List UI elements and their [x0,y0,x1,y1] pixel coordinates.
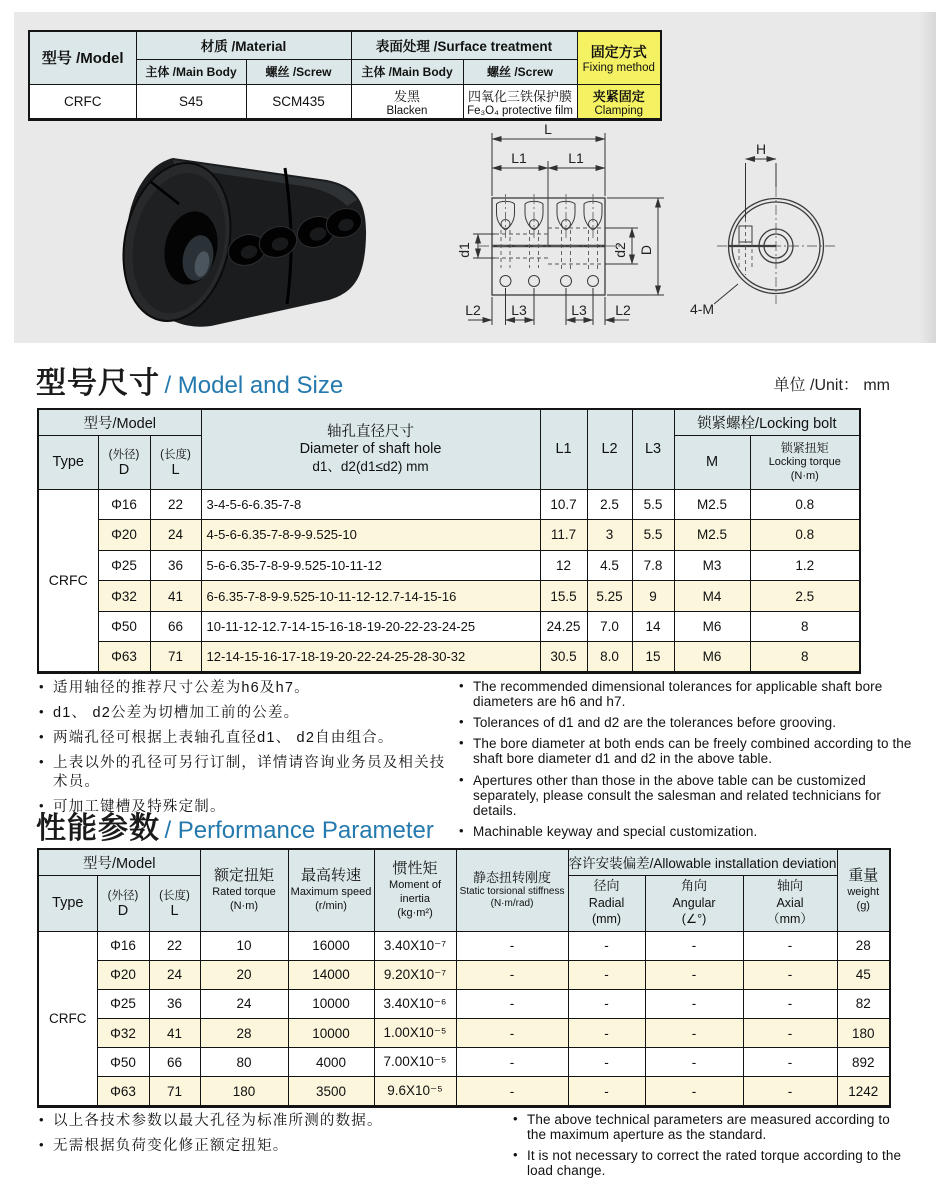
cell-stiffness: - [456,931,568,960]
cell-rated-torque: 10 [200,931,288,960]
cell-l: 71 [149,1077,200,1106]
note-item: • 适用轴径的推荐尺寸公差为h6及h7。 [38,679,458,697]
col-d: (外径) D [98,435,150,489]
cell-m: M6 [674,611,750,642]
col-model-group: 型号/Model [38,409,201,435]
note-item: • d1、 d2公差为切槽加工前的公差。 [38,704,458,722]
dim-label-4M: 4-M [689,301,715,317]
col-deviation-group: 容许安装偏差/Allowable installation deviation [568,849,837,875]
cell-l2: 7.0 [587,611,632,642]
perf-notes [38,1112,928,1184]
cell-d: Φ16 [97,931,149,960]
cell-d: Φ25 [97,989,149,1018]
cell-l: 24 [150,520,201,551]
spec-screw-surface: 四氧化三铁保护膜 Fe₃O₄ protective film [463,84,577,119]
spec-table [28,30,662,121]
cell-l: 22 [150,489,201,520]
cell-l2: 8.0 [587,642,632,673]
dim-label-d1: d1 [456,242,472,258]
cell-inertia: 9.20X10⁻⁷ [374,960,456,989]
cell-l: 22 [149,931,200,960]
table-row [38,642,860,673]
cell-l: 41 [150,581,201,612]
cell-l: 66 [149,1048,200,1077]
cell-d: Φ63 [98,642,150,673]
col-stiffness: 静态扭转刚度 Static torsional stiffness (N·m/rad) [456,849,568,931]
cell-inertia: 9.6X10⁻⁵ [374,1077,456,1106]
cell-radial: - [568,1048,645,1077]
table-row [38,1048,890,1077]
cell-torque: 8 [750,611,860,642]
col-max-speed: 最高转速 Maximum speed (r/min) [288,849,374,931]
cell-max-speed: 10000 [288,989,374,1018]
col-l: (长度) L [149,875,200,931]
cell-weight: 180 [837,1019,890,1048]
spec-model-value: CRFC [29,84,136,119]
table-row [38,409,860,435]
note-item: • Tolerances of d1 and d2 are the tolerances before grooving. [458,715,926,730]
spec-material-header: 材质 /Material [136,31,351,59]
cell-axial: - [743,1077,837,1106]
size-notes-en [458,679,926,845]
cell-l1: 11.7 [540,520,587,551]
spec-fixing-value: 夹紧固定 Clamping [577,84,661,119]
cell-angular: - [645,1019,743,1048]
cell-m: M2.5 [674,489,750,520]
cell-stiffness: - [456,1048,568,1077]
product-photo-coupling [115,140,405,335]
cell-inertia: 1.00X10⁻⁵ [374,1019,456,1048]
cell-l3: 5.5 [632,489,674,520]
cell-max-speed: 14000 [288,960,374,989]
col-angular: 角向 Angular (∠°) [645,875,743,931]
cell-torque: 0.8 [750,489,860,520]
note-item: • 上表以外的孔径可另行订制，详情请咨询业务员及相关技术员。 [38,754,458,790]
note-item: • The recommended dimensional tolerances for applicable shaft bore diameters are h6 and h7. [458,679,926,709]
cell-d: Φ63 [97,1077,149,1106]
col-m: M [674,435,750,489]
col-l2: L2 [587,409,632,489]
note-item: • 以上各技术参数以最大孔径为标准所测的数据。 [38,1112,512,1130]
cell-stiffness: - [456,989,568,1018]
cell-torque: 0.8 [750,520,860,551]
col-model-group: 型号/Model [38,849,200,875]
dim-label-d2: d2 [612,242,628,258]
cell-weight: 1242 [837,1077,890,1106]
cell-radial: - [568,1019,645,1048]
cell-bores: 5-6-6.35-7-8-9-9.525-10-11-12 [201,550,540,581]
dim-label-H: H [755,141,767,157]
note-item: • Machinable keyway and special customization. [458,824,926,839]
cell-stiffness: - [456,1077,568,1106]
note-item: • The bore diameter at both ends can be freely combined according to the shaft bore diameter d1 and d2 in the above table. [458,736,926,766]
cell-bores: 4-5-6-6.35-7-8-9-9.525-10 [201,520,540,551]
table-row [38,931,890,960]
col-d: (外径) D [97,875,149,931]
dim-label-L: L [544,121,552,137]
cell-rated-torque: 24 [200,989,288,1018]
cell-d: Φ50 [97,1048,149,1077]
spec-surface-header: 表面处理 /Surface treatment [351,31,577,59]
cell-l1: 24.25 [540,611,587,642]
cell-l3: 15 [632,642,674,673]
table-row [38,550,860,581]
table-row [38,989,890,1018]
cell-axial: - [743,989,837,1018]
col-radial: 径向 Radial (mm) [568,875,645,931]
table-row [38,1077,890,1106]
spec-body-material: S45 [136,84,246,119]
cell-l3: 9 [632,581,674,612]
size-section-heading [36,358,343,402]
cell-rated-torque: 20 [200,960,288,989]
cell-l: 66 [150,611,201,642]
table-row [38,611,860,642]
col-locking-group: 锁紧螺栓/Locking bolt [674,409,860,435]
cell-d: Φ16 [98,489,150,520]
cell-torque: 2.5 [750,581,860,612]
col-bore-header: 轴孔直径尺寸 Diameter of shaft hole d1、d2(d1≤d2) mm [201,409,540,489]
cell-radial: - [568,931,645,960]
cell-d: Φ25 [98,550,150,581]
unit-label: 单位 /Unit： mm [773,377,890,394]
dim-label-L2: L2 [615,302,631,318]
note-item: • 无需根据负荷变化修正额定扭矩。 [38,1137,512,1155]
cell-max-speed: 3500 [288,1077,374,1106]
perf-title-en: / Performance Parameter [164,817,434,844]
performance-table [37,848,891,1108]
cell-rated-torque: 180 [200,1077,288,1106]
cell-rated-torque: 28 [200,1019,288,1048]
table-row [38,1019,890,1048]
cell-radial: - [568,1077,645,1106]
cell-m: M3 [674,550,750,581]
note-item: • It is not necessary to correct the rated torque according to the load change. [512,1148,912,1178]
cell-l2: 2.5 [587,489,632,520]
cell-l3: 5.5 [632,520,674,551]
cell-l2: 5.25 [587,581,632,612]
cell-angular: - [645,989,743,1018]
cell-l: 41 [149,1019,200,1048]
cell-axial: - [743,1048,837,1077]
cell-d: Φ20 [97,960,149,989]
cell-weight: 45 [837,960,890,989]
col-l3: L3 [632,409,674,489]
perf-notes-en [512,1112,912,1184]
cell-axial: - [743,1019,837,1048]
spec-body-surface: 发黑 Blacken [351,84,463,119]
cell-bores: 6-6.35-7-8-9-9.525-10-11-12-12.7-14-15-16 [201,581,540,612]
cell-bores: 3-4-5-6-6.35-7-8 [201,489,540,520]
cell-axial: - [743,960,837,989]
dim-label-L3: L3 [571,302,587,318]
cell-inertia: 7.00X10⁻⁵ [374,1048,456,1077]
note-item: • 可加工键槽及特殊定制。 [38,798,458,816]
cell-l1: 12 [540,550,587,581]
cell-angular: - [645,1077,743,1106]
spec-material-screw: 螺丝 /Screw [246,59,351,84]
perf-title-zh: 性能参数 [36,812,160,845]
cell-l1: 30.5 [540,642,587,673]
cell-l: 71 [150,642,201,673]
spec-model-header: 型号 /Model [29,31,136,84]
cell-angular: - [645,1048,743,1077]
cell-l1: 10.7 [540,489,587,520]
cell-l3: 7.8 [632,550,674,581]
dim-label-D: D [638,244,654,256]
table-row [29,84,661,119]
table-row [29,31,661,59]
cell-d: Φ32 [98,581,150,612]
cell-weight: 892 [837,1048,890,1077]
spec-material-mainbody: 主体 /Main Body [136,59,246,84]
dim-label-L1: L1 [511,150,527,166]
cell-m: M6 [674,642,750,673]
size-table [37,408,861,674]
cell-d: Φ20 [98,520,150,551]
cell-angular: - [645,931,743,960]
cell-stiffness: - [456,960,568,989]
cell-l1: 15.5 [540,581,587,612]
cell-max-speed: 10000 [288,1019,374,1048]
perf-notes-zh [38,1112,512,1184]
dim-label-L3: L3 [511,302,527,318]
cell-torque: 1.2 [750,550,860,581]
note-item: • 两端孔径可根据上表轴孔直径d1、 d2自由组合。 [38,729,458,747]
cell-radial: - [568,989,645,1018]
cell-l: 24 [149,960,200,989]
cell-l2: 3 [587,520,632,551]
note-item: • The above technical parameters are measured according to the maximum aperture as the standard. [512,1112,912,1142]
dim-label-L1: L1 [568,150,584,166]
cell-max-speed: 4000 [288,1048,374,1077]
cell-bores: 12-14-15-16-17-18-19-20-22-24-25-28-30-32 [201,642,540,673]
col-l1: L1 [540,409,587,489]
cell-l: 36 [149,989,200,1018]
col-axial: 轴向 Axial （mm） [743,875,837,931]
cell-axial: - [743,931,837,960]
spec-fixing-header: 固定方式 Fixing method [577,31,661,84]
col-locking-torque: 锁紧扭矩 Locking torque (N·m) [750,435,860,489]
cell-angular: - [645,960,743,989]
cell-l3: 14 [632,611,674,642]
cell-m: M2.5 [674,520,750,551]
cell-radial: - [568,960,645,989]
cell-weight: 28 [837,931,890,960]
col-weight: 重量 weight (g) [837,849,890,931]
note-item: • Apertures other than those in the above table can be customized separately, please consult the salesman and related technicians for details. [458,773,926,818]
cell-inertia: 3.40X10⁻⁷ [374,931,456,960]
cell-rated-torque: 80 [200,1048,288,1077]
cell-weight: 82 [837,989,890,1018]
table-row [38,520,860,551]
col-l: (长度) L [150,435,201,489]
spec-surface-mainbody: 主体 /Main Body [351,59,463,84]
cell-l2: 4.5 [587,550,632,581]
dim-label-L2: L2 [465,302,481,318]
size-title-zh: 型号尺寸 [36,367,160,400]
table-row [38,960,890,989]
cell-max-speed: 16000 [288,931,374,960]
col-type: Type [38,435,98,489]
table-row [38,849,890,875]
table-row [38,489,860,520]
dimension-drawing [455,118,940,345]
cell-type: CRFC [38,489,98,673]
cell-d: Φ50 [98,611,150,642]
cell-l: 36 [150,550,201,581]
cell-inertia: 3.40X10⁻⁶ [374,989,456,1018]
cell-type: CRFC [38,931,97,1106]
cell-stiffness: - [456,1019,568,1048]
col-type: Type [38,875,97,931]
col-rated-torque: 额定扭矩 Rated torque (N·m) [200,849,288,931]
cell-m: M4 [674,581,750,612]
cell-d: Φ32 [97,1019,149,1048]
perf-section-heading [36,803,434,847]
spec-surface-screw: 螺丝 /Screw [463,59,577,84]
cell-torque: 8 [750,642,860,673]
size-title-en: / Model and Size [164,372,344,399]
cell-bores: 10-11-12-12.7-14-15-16-18-19-20-22-23-24-25 [201,611,540,642]
spec-screw-material: SCM435 [246,84,351,119]
col-inertia: 惯性矩 Moment of inertia (kg·m²) [374,849,456,931]
table-row [38,581,860,612]
